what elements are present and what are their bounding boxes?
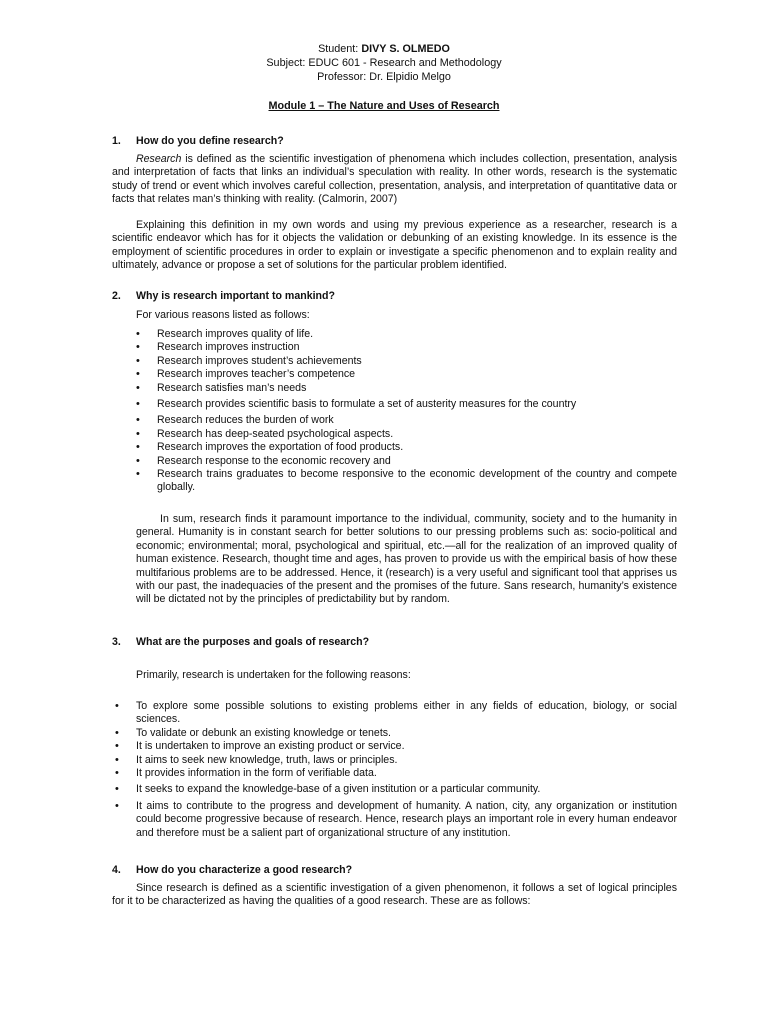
question-2-bullet-list: [136, 328, 677, 495]
list-item: • Research improves student’s achievements: [136, 355, 677, 368]
list-item: • Research satisfies man’s needs: [136, 382, 677, 395]
question-2-intro: For various reasons listed as follows:: [136, 309, 310, 321]
subject-line: Subject: EDUC 601 - Research and Methodology: [266, 57, 502, 69]
list-item: • To explore some possible solutions to existing problems either in any fields of education, biology, or social sciences.: [115, 700, 677, 727]
list-item: • Research improves teacher’s competence: [136, 368, 677, 381]
question-1-explanation-paragraph: Explaining this definition in my own words and using my previous experience as a researcher, research is a scientific endeavor which has for it objects the validation or debunking of an existing knowledge. In its essence is the employment of scientific procedures in order to explain or investigate a specific phenomenon and to explain reality and ultimately, advance or propose a set of solutions for the particular problem identified.: [112, 219, 677, 272]
module-title: Module 1 – The Nature and Uses of Research: [268, 100, 500, 112]
list-item: • Research provides scientific basis to formulate a set of austerity measures for the country: [136, 398, 677, 411]
question-4-paragraph: Since research is defined as a scientific investigation of a given phenomenon, it follows a set of logical principles for it to be characterized as having the qualities of a good research. These are as follows:: [112, 882, 677, 908]
list-item: • It aims to contribute to the progress and development of humanity. A nation, city, any organization or institution could become progressive because of research. Hence, research plays an important role in every human endeavor and therefore must be a salient part of organizational structure of any institution.: [115, 800, 677, 840]
list-item: • Research improves quality of life.: [136, 328, 677, 341]
question-1-heading: 1. How do you define research?: [112, 135, 284, 147]
list-item: • It is undertaken to improve an existing product or service.: [115, 740, 677, 753]
list-item: • It aims to seek new knowledge, truth, laws or principles.: [115, 754, 677, 767]
list-item: • To validate or debunk an existing knowledge or tenets.: [115, 727, 677, 740]
student-line: Student: DIVY S. OLMEDO: [318, 43, 450, 55]
list-item: • Research has deep-seated psychological aspects.: [136, 428, 677, 441]
question-2-heading: 2. Why is research important to mankind?: [112, 290, 335, 302]
question-2-summary-paragraph: In sum, research finds it paramount importance to the individual, community, society and to the humanity in general. Humanity is in constant search for better solutions to our pressing problems such as: socio-political and economic; environmental; moral, psychological and spiritual, etc.—all for the realization of an improved quality of human existence. Research, thought time and ages, has proven to provide us with the empirical basis of how these multifarious problems are to be addressed. Hence, it (research) is a very useful and significant tool that apprises us with our past, the inadequacies of the present and the promises of the future. Sans research, humanity’s existence will be dictated not by the principles of predictability but by random.: [136, 513, 677, 606]
student-name: DIVY S. OLMEDO: [361, 43, 450, 55]
list-item: • Research reduces the burden of work: [136, 414, 677, 427]
question-4-heading: 4. How do you characterize a good research?: [112, 864, 353, 876]
list-item: • Research improves the exportation of food products.: [136, 441, 677, 454]
list-item: • Research improves instruction: [136, 341, 677, 354]
question-3-heading: 3. What are the purposes and goals of research?: [112, 636, 370, 648]
list-item: • It provides information in the form of verifiable data.: [115, 767, 677, 780]
document-header: [0, 42, 768, 84]
list-item: • Research response to the economic recovery and: [136, 455, 677, 468]
question-1-definition-paragraph: Research is defined as the scientific investigation of phenomena which includes collection, presentation, analysis and interpretation of facts that links an individual’s speculation with reality. In other words, research is the systematic study of trend or event which involves careful collection, presentation, analysis, and interpretation of quantitative data or facts that relates man’s thinking with reality. (Calmorin, 2007): [112, 153, 677, 206]
list-item: • Research trains graduates to become responsive to the economic development of the country and compete globally.: [136, 468, 677, 495]
list-item: • It seeks to expand the knowledge-base of a given institution or a particular community.: [115, 783, 677, 796]
question-3-bullet-list: [115, 700, 677, 840]
question-3-intro: Primarily, research is undertaken for the following reasons:: [136, 669, 411, 681]
professor-line: Professor: Dr. Elpidio Melgo: [317, 71, 451, 83]
